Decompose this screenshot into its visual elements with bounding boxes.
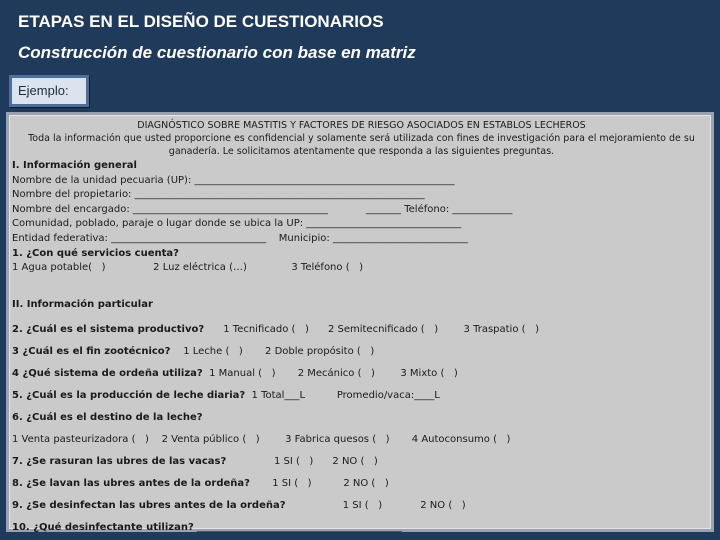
question-5-row [12, 389, 711, 402]
unit-name-field: Nombre de la unidad pecuaria (UP): ____________________________________________________ [12, 174, 455, 186]
document-intro: Toda la información que usted proporcione es confidencial y solamente será utilizada con fines de investigación para el mejoramiento de su ganadería. Le solicitamos atentamente que responda a las siguientes preguntas. [28, 133, 695, 157]
question-2-row [12, 323, 711, 336]
question-10-blank: _________________________________________ [193, 522, 402, 534]
question-8-options: 1 SI ( ) 2 NO ( ) [249, 478, 389, 490]
question-2-options: 1 Tecnificado ( ) 2 Semitecnificado ( ) 3 Traspatio ( ) [204, 324, 539, 336]
question-7: 7. ¿Se rasuran las ubres de las vacas? [12, 456, 227, 468]
state-municipality-field: Entidad federativa: _______________________________ Municipio: ___________________________ [12, 232, 468, 244]
slide-title: ETAPAS EN EL DISEÑO DE CUESTIONARIOS [18, 12, 384, 31]
question-8-row [12, 477, 711, 490]
question-6: 6. ¿Cuál es el destino de la leche? [12, 412, 203, 424]
section-general-heading: I. Información general [12, 160, 137, 171]
document-title: DIAGNÓSTICO SOBRE MASTITIS Y FACTORES DE RIESGO ASOCIADOS EN ESTABLOS LECHEROS [137, 120, 586, 131]
question-1-options: 1 Agua potable( ) 2 Luz eléctrica (…) 3 Teléfono ( ) [12, 262, 364, 274]
slide-subtitle: Construcción de cuestionario con base en matriz [18, 43, 416, 62]
question-10-row [12, 521, 711, 534]
question-8: 8. ¿Se lavan las ubres antes de la ordeña? [12, 478, 250, 490]
question-3-row [12, 345, 711, 358]
section-particular-heading: II. Información particular [12, 298, 153, 310]
owner-name-field: Nombre del propietario: __________________________________________________________ [12, 189, 425, 201]
question-4: 4 ¿Qué sistema de ordeña utiliza? [12, 368, 203, 380]
example-badge: Ejemplo: [9, 75, 89, 107]
question-5: 5. ¿Cuál es la producción de leche diaria? [12, 390, 246, 402]
question-9-row [12, 499, 711, 512]
questionnaire-document [6, 112, 714, 532]
question-7-row [12, 455, 711, 468]
question-5-options: 1 Total___L Promedio/vaca:____L [245, 390, 440, 402]
question-4-options: 1 Manual ( ) 2 Mecánico ( ) 3 Mixto ( ) [202, 368, 458, 380]
question-7-options: 1 SI ( ) 2 NO ( ) [226, 456, 378, 468]
question-9: 9. ¿Se desinfectan las ubres antes de la ordeña? [12, 500, 286, 512]
community-field: Comunidad, poblado, paraje o lugar donde se ubica la UP: _______________________________ [12, 218, 462, 230]
manager-name-field: Nombre del encargado: _______________________________________ _______ Teléfono: ____________ [12, 203, 513, 215]
question-1: 1. ¿Con qué servicios cuenta? [12, 247, 179, 259]
question-3-options: 1 Leche ( ) 2 Doble propósito ( ) [170, 346, 375, 358]
question-3: 3 ¿Cuál es el fin zootécnico? [12, 346, 171, 358]
question-6-options: 1 Venta pasteurizadora ( ) 2 Venta público ( ) 3 Fabrica quesos ( ) 4 Autoconsumo ( ) [12, 434, 511, 446]
question-2: 2. ¿Cuál es el sistema productivo? [12, 324, 205, 336]
question-9-options: 1 SI ( ) 2 NO ( ) [285, 500, 466, 512]
question-4-row [12, 367, 711, 380]
question-10: 10. ¿Qué desinfectante utilizan? [12, 522, 194, 534]
